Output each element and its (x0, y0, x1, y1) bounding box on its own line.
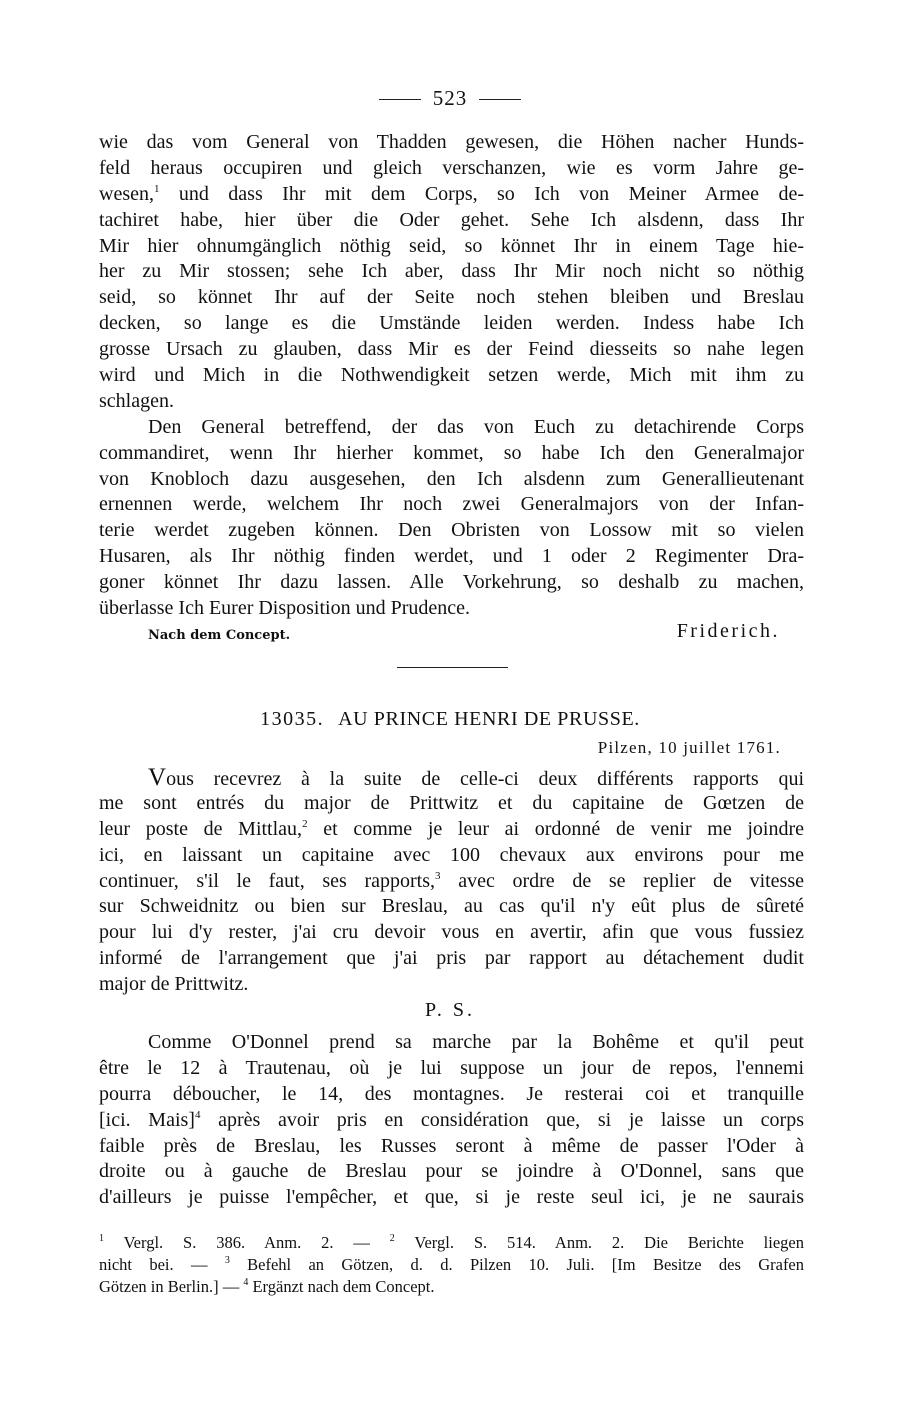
footnote-line: $^1$ Vergl. S. 386. Anm. 2. — $^2$ Vergl. S. 514. Anm. 2. Die Berichte liegen (99, 1233, 805, 1252)
text-line: ici, en laissant un capitaine avec 100 chevaux aux environs pour me (99, 843, 804, 866)
text-line: tachiret habe, hier über die Oder gehet. Sehe Ich alsdenn, dass Ihr (99, 208, 804, 231)
page-number: 523 (432, 86, 468, 110)
text-line: seid, so könnet Ihr auf der Seite noch stehen bleiben und Breslau (99, 286, 804, 309)
page-header (0, 86, 900, 111)
text-line: decken, so lange es die Umstände leiden werden. Indess habe Ich (99, 312, 804, 335)
text-line: Vous recevrez à la suite de celle-ci deux différents rapports qui (148, 764, 804, 791)
section-divider (397, 667, 508, 668)
text-line: grosse Ursach zu glauben, dass Mir es der Feind diesseits so nahe legen (99, 338, 804, 361)
letter-heading (0, 708, 900, 731)
footnote-ref: 2 (302, 817, 308, 830)
footnote-line: Götzen in Berlin.] — $^4$ Ergänzt nach dem Concept. (99, 1277, 435, 1296)
text-line: leur poste de Mittlau,$^2$ et comme je leur ai ordonné de venir me joindre (99, 817, 805, 840)
source-note: Nach dem Concept. (148, 628, 291, 643)
text-line: feld heraus occupiren und gleich verschanzen, wie es vorm Jahre ge- (99, 156, 804, 179)
footnote-number: 2 (389, 1233, 395, 1244)
letter-number: 13035. (260, 708, 325, 730)
text-line: major de Prittwitz. (99, 973, 249, 996)
text-line: commandiret, wenn Ihr hierher kommet, so habe Ich den Generalmajor (99, 441, 804, 464)
text-line: wesen,$^1$ und dass Ihr mit dem Corps, so Ich von Meiner Armee de- (99, 182, 804, 205)
text-line: schlagen. (99, 389, 174, 412)
text-line: pour lui d'y rester, j'ai cru devoir vous en avertir, afin que vous fussiez (99, 921, 804, 944)
text-line: wie das vom General von Thadden gewesen, die Höhen nacher Hunds- (99, 131, 804, 153)
text-line: her zu Mir stossen; sehe Ich aber, dass Ihr Mir noch nicht so nöthig (99, 260, 804, 283)
text-line: ernennen werde, welchem Ihr noch zwei Generalmajors von der Infan- (99, 493, 804, 516)
text-line: me sont entrés du major de Prittwitz et du capitaine de Gœtzen de (99, 791, 804, 814)
text-line: d'ailleurs je puisse l'empêcher, et que, si je reste seul ici, je ne saurais (99, 1186, 804, 1209)
postscript-body (99, 1030, 804, 1211)
text-line: goner könnet Ihr dazu lassen. Alle Vorkehrung, so deshalb zu machen, (99, 571, 804, 594)
text-line: droite ou à gauche de Breslau pour se joindre à O'Donnel, sans que (99, 1160, 804, 1183)
text-line: Den General betreffend, der das von Euch zu detachirende Corps (148, 415, 804, 438)
initial-letter: V (148, 764, 167, 791)
text-line: Comme O'Donnel prend sa marche par la Bohême et qu'il peut (148, 1031, 804, 1053)
header-dash-left (379, 99, 421, 100)
text-line: sur Schweidnitz ou bien sur Breslau, au cas qu'il n'y eût plus de sûreté (99, 895, 804, 918)
text-line: continuer, s'il le faut, ses rapports,$^3$ avec ordre de se replier de vitesse (99, 869, 804, 892)
text-line: [ici. Mais]$^4$ après avoir pris en considération que, si je laisse un corps (99, 1108, 804, 1131)
footnote-line: nicht bei. — $^3$ Befehl an Götzen, d. d. Pilzen 10. Juli. [Im Besitze des Grafen (99, 1255, 805, 1274)
text-line: pourra déboucher, le 14, des montagnes. Je resterai coi et tranquille (99, 1082, 804, 1105)
text-line: überlasse Ich Eurer Disposition und Prudence. (99, 597, 471, 620)
signature-row (148, 620, 780, 646)
text-line: faible près de Breslau, les Russes seront à même de passer l'Oder à (99, 1134, 804, 1157)
text-line: informé de l'arrangement que j'ai pris par rapport au détachement dudit (99, 947, 804, 970)
footnote-number: 4 (243, 1277, 249, 1288)
text-line: wird und Mich in die Nothwendigkeit setzen werde, Mich mit ihm zu (99, 364, 804, 387)
text-line: von Knobloch dazu ausgesehen, den Ich alsdenn zum Generallieutenant (99, 467, 804, 490)
footnote-number: 3 (224, 1255, 230, 1266)
text-line: être le 12 à Trautenau, où je lui suppose un jour de repos, l'ennemi (99, 1056, 804, 1079)
text-line: Mir hier ohnumgänglich nöthig seid, so könnet Ihr in einem Tage hie- (99, 234, 804, 257)
footnote-ref: 4 (194, 1108, 201, 1121)
footnotes (99, 1232, 804, 1298)
german-letter-body (99, 130, 804, 622)
footnote-number: 1 (99, 1233, 104, 1244)
text-line: terie werdet zugeben können. Den Obristen von Lossow mit so vielen (99, 519, 804, 542)
text-line: Husaren, als Ihr nöthig finden werdet, und 1 oder 2 Regimenter Dra- (99, 545, 804, 568)
place-date: Pilzen, 10 juillet 1761. (597, 738, 781, 757)
postscript-heading: P. S. (424, 999, 476, 1021)
letter-title: AU PRINCE HENRI DE PRUSSE. (338, 708, 640, 730)
french-letter-body (99, 765, 804, 998)
footnote-ref: 3 (435, 869, 441, 882)
footnote-ref: 1 (153, 182, 160, 195)
signature: Friderich. (676, 620, 780, 642)
header-dash-right (479, 99, 521, 100)
